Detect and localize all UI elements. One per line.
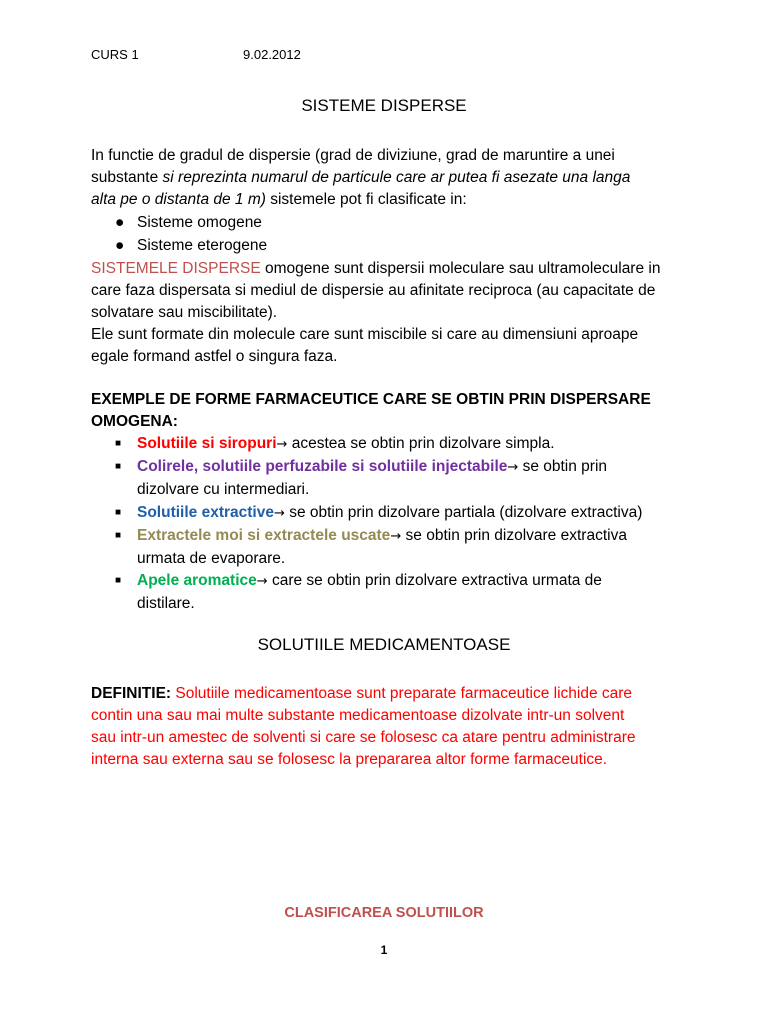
example-highlight: Apele aromatice [137, 572, 257, 590]
sistemele-disperse-highlight: SISTEMELE DISPERSE [91, 260, 261, 277]
example-continuation: distilare. [137, 595, 195, 613]
definitie-line-2: contin una sau mai multe substante medicamentoase dizolvate intr-un solvent [91, 707, 625, 724]
example-highlight: Colirele, solutiile perfuzabile si solutiile injectabile [137, 458, 508, 476]
sisteme-list [115, 212, 267, 257]
omogene-line-1-text: omogene sunt dispersii moleculare sau ultramoleculare in [260, 260, 661, 277]
list-item [115, 433, 675, 456]
intro-line-2 [91, 167, 691, 189]
example-continuation: urmata de evaporare. [137, 550, 286, 568]
arrow-icon: → [276, 437, 288, 452]
examples-list [115, 433, 675, 616]
example-text: se obtin prin dizolvare partiala (dizolvare extractiva) [284, 503, 643, 521]
list-item-label: Sisteme eterogene [137, 236, 268, 254]
intro-line-2-start: substante [91, 169, 163, 186]
omogene-line-2: care faza dispersata si mediul de dispersie au afinitate reciproca (au capacitate de [91, 282, 656, 299]
arrow-icon: → [256, 574, 268, 590]
examples-heading-line-1: EXEMPLE DE FORME FARMACEUTICE CARE SE OBTIN PRIN DISPERSARE [91, 391, 651, 408]
square-bullet-icon: ■ [115, 438, 122, 449]
arrow-icon: → [390, 528, 402, 544]
example-highlight: Solutiile extractive [137, 503, 274, 521]
list-item-label: Sisteme omogene [137, 214, 262, 231]
omogene-line-4: Ele sunt formate din molecule care sunt miscibile si care au dimensiuni aproape [91, 326, 639, 343]
list-item [115, 235, 267, 258]
definitie-line-4: interna sau externa sau se folosesc la prepararea altor forme farmaceutice. [91, 751, 608, 768]
definitie-line-1-text: Solutiile medicamentoase sunt preparate farmaceutice lichide care [171, 685, 633, 702]
example-highlight: Extractele moi si extractele uscate [137, 526, 391, 544]
examples-heading [91, 389, 691, 433]
title-clasificarea-solutiilor: CLASIFICAREA SOLUTIILOR [284, 905, 484, 921]
intro-line-2-italic: si reprezinta numarul de particule care ar putea fi asezate una langa [162, 169, 631, 186]
example-highlight: Solutiile si siropuri [137, 435, 277, 452]
definitie-label: DEFINITIE: [91, 685, 172, 702]
list-item [115, 570, 675, 615]
intro-line-3 [91, 189, 691, 211]
bullet-icon: ● [115, 214, 125, 231]
title-sisteme-disperse: SISTEME DISPERSE [301, 96, 467, 115]
list-item [115, 525, 675, 570]
intro-line-1: In functie de gradul de dispersie (grad de diviziune, grad de maruntire a unei [91, 147, 615, 164]
omogene-paragraph [91, 258, 691, 368]
square-bullet-icon: ■ [115, 529, 122, 541]
omogene-line-1 [91, 258, 691, 280]
omogene-line-5: egale formand astfel o singura faza. [91, 348, 338, 365]
list-item [115, 502, 675, 525]
square-bullet-icon: ■ [115, 506, 122, 518]
intro-paragraph [91, 145, 691, 211]
arrow-icon: → [507, 460, 519, 476]
square-bullet-icon: ■ [115, 575, 122, 587]
example-text: acestea se obtin prin dizolvare simpla. [287, 435, 555, 452]
square-bullet-icon: ■ [115, 461, 122, 473]
definitie-line-1 [91, 683, 691, 705]
list-item [115, 456, 675, 501]
example-text: care se obtin prin dizolvare extractiva urmata de [267, 572, 602, 590]
definitie-line-3: sau intr-un amestec de solventi si care se folosesc ca atare pentru administrare [91, 729, 636, 746]
page-number: 1 [380, 943, 388, 957]
intro-line-3-end: sistemele pot fi clasificate in: [265, 191, 467, 208]
omogene-line-3: solvatare sau miscibilitate). [91, 304, 278, 321]
examples-heading-line-2: OMOGENA: [91, 413, 178, 430]
example-continuation: dizolvare cu intermediari. [137, 481, 310, 499]
course-label: CURS 1 [91, 47, 139, 62]
example-text: se obtin prin dizolvare extractiva [401, 526, 627, 544]
date-label: 9.02.2012 [243, 47, 301, 62]
list-item [115, 212, 267, 235]
intro-line-3-italic: alta pe o distanta de 1 m) [91, 191, 266, 208]
title-solutiile-medicamentoase: SOLUTIILE MEDICAMENTOASE [257, 635, 511, 654]
example-text: se obtin prin [518, 458, 608, 476]
bullet-icon: ● [115, 236, 125, 254]
arrow-icon: → [273, 505, 285, 521]
definitie-paragraph [91, 683, 691, 771]
